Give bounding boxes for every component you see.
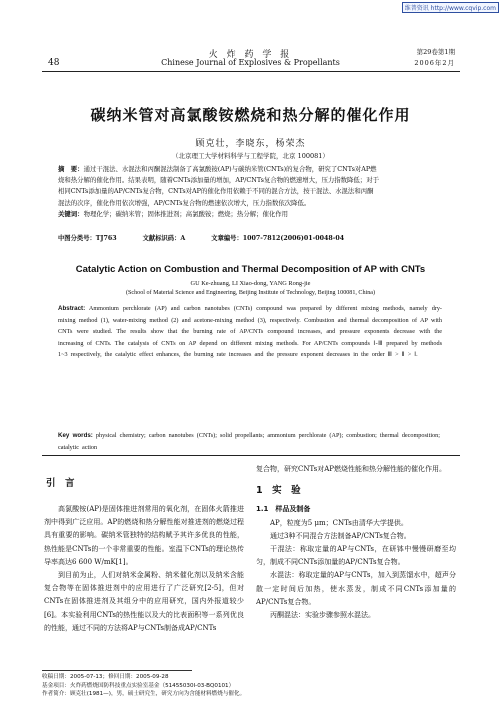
abstract-cn-line: 通过干混法、水混法和丙酮混法制备了高氯酸铵(AP)与碳纳米管(CNTs)的复合物，研究了CNTs对AP燃 [83, 165, 377, 173]
paragraph: 丙酮混法：实验步骤参照水混法。 [270, 611, 375, 620]
footnote-received: 收稿日期：2005-07-13；修回日期：2005-09-28 [42, 674, 169, 680]
keywords-en: physical chemistry; carbon nanotubes (CNTs); solid propellants; ammonium perchlorate (AP); combustion; thermal decomposition; catalytic action [58, 432, 440, 451]
section-heading-intro: 引 言 [46, 478, 75, 489]
paragraph: 高氯酸铵(AP)是固体推进剂常用的氧化剂，在固体火箭推进剂中得到广泛应用。AP的燃烧和热分解性能对推进剂的燃烧过程具有重要的影响。碳纳米管独特的结构赋予其许多优良的性能，热性能是CNTs的一个非常重要的性能。室温下CNTs的理论热传导率高达6 600 W/mK[1]。 [44, 505, 244, 566]
journal-title-en: Chinese Journal of Explosives & Propellants [161, 58, 340, 67]
abstract-rule [42, 455, 460, 456]
keywords-cn-label: 关键词： [58, 209, 84, 218]
subsection-heading: 1.1 样品及制备 [256, 505, 311, 514]
page-number: 48 [48, 58, 60, 68]
footnote-author: 作者简介：顾克壮(1981—)，男，硕士研究生，研究方向为含能材料燃烧与催化。 [42, 691, 246, 697]
affiliation-en: (School of Material Science and Engineering, Beijing Institute of Technology, Beijing 100081, China) [125, 290, 376, 296]
abstract-en-text: Ammonium perchlorate (AP) and carbon nanotubes (CNTs) compound was prepared by different mixing methods, namely dry-mixing method (1), water-mixing method (2) and acetone-mixing method (3), respectively. Combustion and thermal decomposition of AP with CNTs were studied. The results show that the burning rate of AP/CNTs compound increases, and pressure exponents decrease with the increasing of CNTs. The catalysis of CNTs on AP depend on different mixing methods. For AP/CNTs compounds Ⅰ-Ⅲ prepared by methods 1~3 respectively, the catalytic effect enhances, the burning rate increases and the pressure exponent decreases in the order Ⅲ > Ⅱ > Ⅰ. [58, 305, 442, 358]
footnote-fund: 基金项目：火炸药燃烧国防科技重点实验室基金（51455030I-03-BQ0101） [42, 682, 235, 689]
paragraph: 水混法：称取定量的AP与CNTs，加入到蒸馏水中，超声分散一定时间后加热，使水蒸发，制成不同CNTs添加量的AP/CNTs复合物。 [256, 571, 456, 606]
keywords-cn: 物理化学；碳纳米管；固体推进剂；高氯酸铵；燃烧；热分解；催化作用 [83, 209, 289, 218]
clc-number: 中图分类号：TJ763 [58, 235, 117, 242]
keywords-en-label: Key words: [58, 432, 93, 439]
paragraph: AP，粒度为5 μm；CNTs由清华大学提供。 [270, 518, 408, 527]
watermark: 维普资讯 http://www.cqvip.com [402, 2, 499, 13]
abstract-en [58, 303, 442, 361]
abstract-en-label: Abstract: [58, 305, 86, 312]
abstract-cn-line: 相同CNTs添加量的AP/CNTs复合物，CNTs对AP的催化作用依赖于不同的混合方法，按干混法、水混法和丙酮 [58, 187, 374, 196]
paragraph: 通过3种不同混合方法制备AP/CNTs复合物。 [270, 531, 411, 540]
journal-date: 2006年2月 [414, 59, 455, 67]
paragraph: 复合物，研究CNTs对AP燃烧性能和热分解性能的催化作用。 [256, 465, 446, 473]
paragraph: 到目前为止，人们对纳米金属粉、纳米催化剂以及纳米含能复合物等在固体推进剂中的应用进行了广泛研究[2-5]，但对CNTs在固体推进剂及其组分中的应用研究，国内外报道较少[6]。本实验利用CNTs的热性能以及大的比表面积等一系列优良的性能，通过不同的方法将AP与CNTs制备成AP/CNTs [44, 571, 244, 632]
header-rule [42, 71, 460, 72]
doc-code: 文献标识码：A [142, 235, 186, 242]
abstract-cn-line: 烧和热分解的催化作用。结果表明，随着CNTs添加量的增加，AP/CNTs复合物的燃速增大，压力指数降低；对于 [58, 176, 379, 185]
paper-title-cn: 碳纳米管对高氯酸铵燃烧和热分解的催化作用 [90, 106, 411, 124]
right-column [256, 463, 456, 622]
left-column [44, 503, 244, 635]
abstract-cn-line: 混法的次序，催化作用依次增强，AP/CNTs复合物的燃速依次增大，压力指数依次降低。 [58, 198, 311, 207]
paragraph: 干混法：称取定量的AP与CNTs，在研钵中慢慢研磨至均匀，制成不同CNTs添加量的AP/CNTs复合物。 [256, 545, 456, 567]
journal-volume: 第29卷第1期 [416, 48, 455, 56]
footnote-rule [42, 670, 192, 671]
abstract-cn-label: 摘 要： [58, 165, 84, 173]
affiliation-cn: （北京理工大学材料科学与工程学院，北京 100081） [172, 152, 329, 160]
journal-title-cn: 火 炸 药 学 报 [208, 50, 293, 60]
paper-title-en: Catalytic Action on Combustion and Thermal Decomposition of AP with CNTs [75, 264, 426, 275]
authors-en: GU Ke-zhuang, LI Xiao-dong, YANG Rong-jie [190, 280, 311, 287]
section-heading-experiment: 1 实 验 [256, 485, 301, 497]
authors-cn: 顾克壮，李晓东，杨荣杰 [195, 139, 306, 149]
keywords-en-block [58, 430, 442, 453]
article-number: 文章编号：1007-7812(2006)01-0048-04 [211, 235, 345, 242]
abstract-cn [58, 164, 442, 220]
footnote [42, 673, 460, 699]
classification-meta [58, 233, 442, 242]
